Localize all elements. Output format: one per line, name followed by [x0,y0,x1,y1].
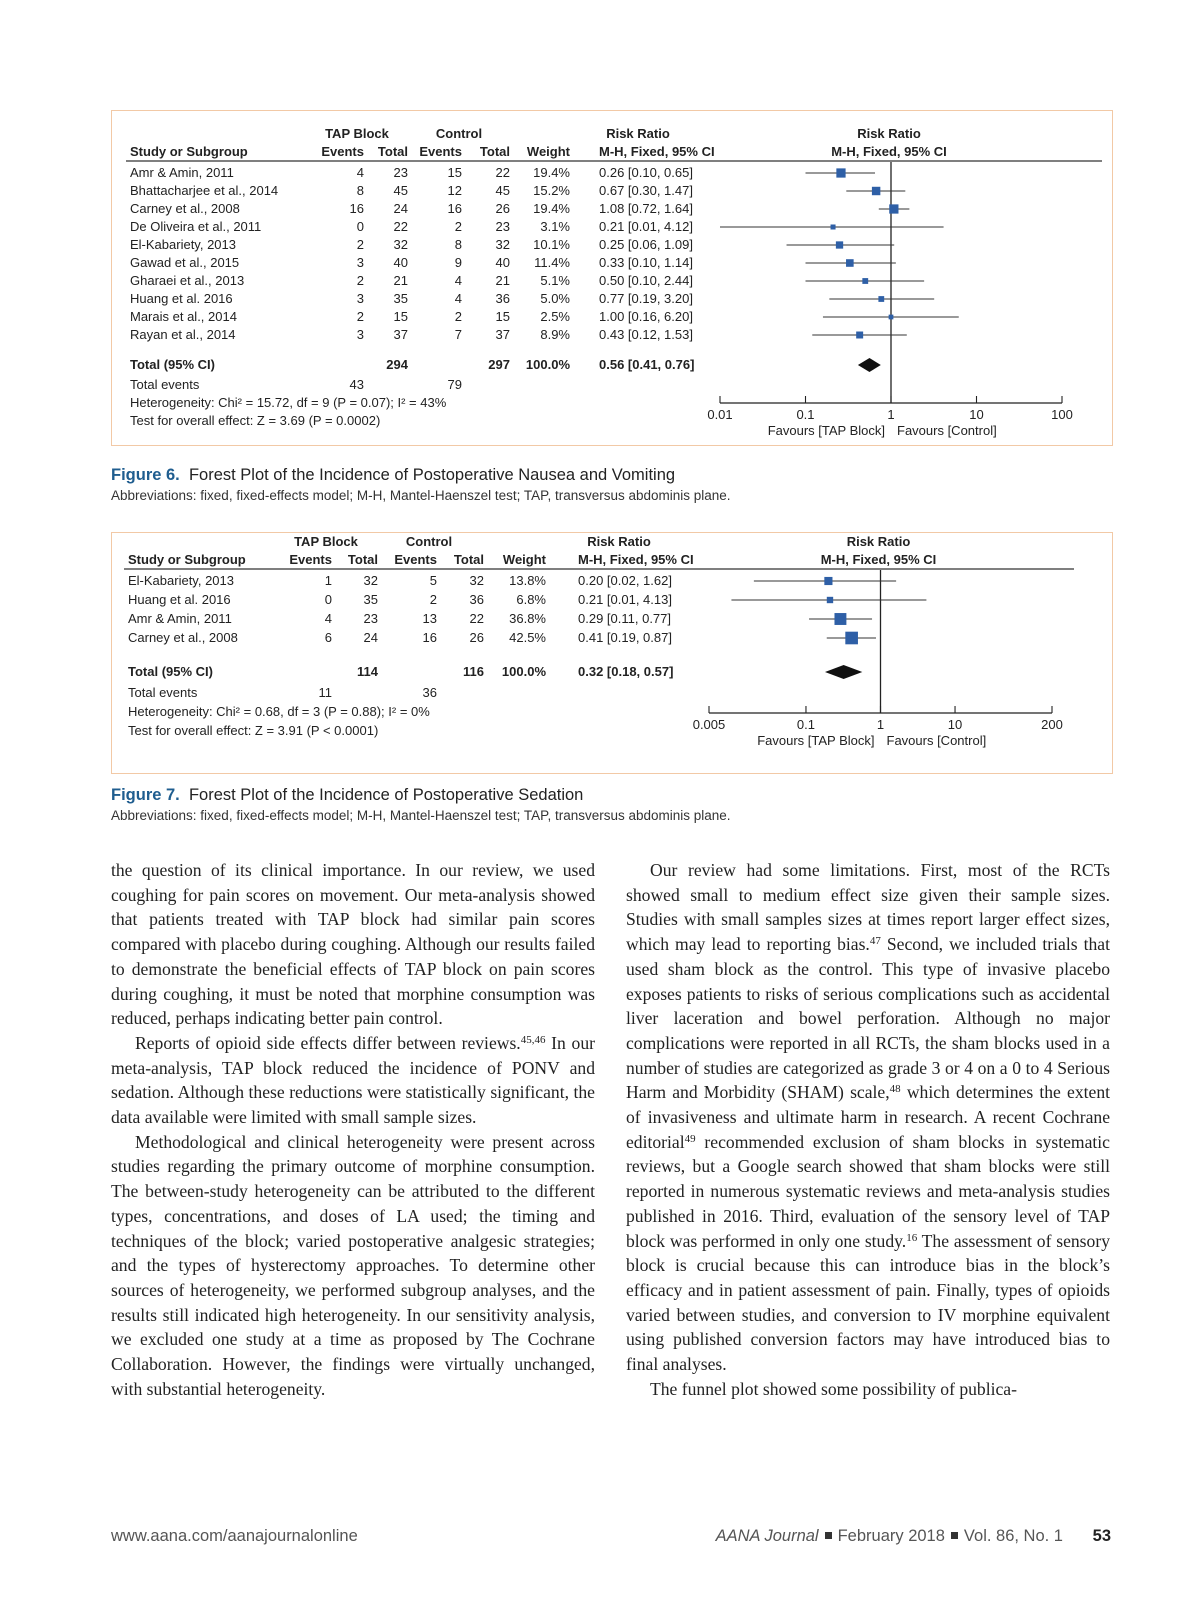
events-tap: 6 [324,630,332,645]
total-control: 22 [495,165,510,180]
events-tap: 2 [356,273,364,288]
body-paragraph: the question of its clinical importance. In our review, we used coughing for pain scores on movement. Our meta-analysis showed that patients treated with TAP block had similar pain scores compared with placebo during coughing. Although our results failed to demonstrate the beneficial effects of TAP block on pain scores during coughing, it must be noted that morphine consumption was reduced, perhaps indicating better pain control. [111,860,595,1029]
body-left-column [111,858,595,1401]
total-tap: 35 [363,592,378,607]
col-events-tap: Events [289,552,332,567]
total-risk-ratio-ci: 0.56 [0.41, 0.76] [599,357,695,372]
risk-ratio-ci: 0.43 [0.12, 1.53] [599,327,693,342]
figure6-abbreviations: Abbreviations: fixed, fixed-effects model; M-H, Mantel-Haenszel test; TAP, transversus abdominis plane. [111,488,731,503]
header-risk-ratio-right: Risk Ratio [857,126,921,141]
total-n-control: 297 [488,357,510,372]
page-number: 53 [1092,1527,1111,1545]
events-control: 7 [454,327,462,342]
col-study-or-subgroup: Study or Subgroup [128,552,246,567]
total-n-tap: 294 [386,357,408,372]
study-name: El-Kabariety, 2013 [128,573,234,588]
weight: 6.8% [516,592,546,607]
figure7-forest-plot [112,533,1111,772]
journal-name: AANA Journal [715,1527,819,1545]
point-estimate [878,296,884,302]
col-total-tap: Total [377,144,408,159]
study-name: Bhattacharjee et al., 2014 [130,183,279,198]
col-method-right: M-H, Fixed, 95% CI [820,552,937,567]
study-name: Huang et al. 2016 [128,592,231,607]
citation-superscript: 45,46 [520,1033,546,1046]
events-tap: 0 [356,219,364,234]
weight: 13.8% [509,573,546,588]
pooled-diamond [825,665,862,679]
point-estimate [827,597,833,603]
risk-ratio-ci: 0.25 [0.06, 1.09] [599,237,693,252]
axis-tick-label: 10 [947,717,963,732]
risk-ratio-ci: 0.67 [0.30, 1.47] [599,183,693,198]
total-label: Total (95% CI) [128,664,213,679]
total-weight: 100.0% [525,357,570,372]
header-risk-ratio-left: Risk Ratio [587,534,651,549]
figure6-box [111,110,1113,446]
events-control: 8 [454,237,462,252]
weight: 3.1% [540,219,570,234]
events-control: 2 [454,309,462,324]
events-tap: 8 [356,183,364,198]
total-label: Total (95% CI) [130,357,215,372]
col-total-control: Total [479,144,510,159]
total-tap: 23 [393,165,408,180]
total-control: 22 [469,611,484,626]
total-tap: 15 [393,309,408,324]
study-name: Marais et al., 2014 [130,309,237,324]
weight: 36.8% [509,611,546,626]
weight: 8.9% [540,327,570,342]
weight: 19.4% [533,201,570,216]
total-events-tap: 11 [318,685,332,700]
events-control: 5 [429,573,437,588]
risk-ratio-ci: 0.20 [0.02, 1.62] [578,573,672,588]
axis-tick-label: 1 [876,717,885,732]
events-tap: 1 [324,573,332,588]
favours-control: Favours [Control] [897,423,997,438]
total-events-label: Total events [128,685,198,700]
total-tap: 32 [363,573,378,588]
body-paragraph: Methodological and clinical heterogeneity were present across studies regarding the primary outcome of morphine consumption. The between-study heterogeneity can be attributed to the different types, concentrations, and doses of LA used; the timing and techniques of the block; varied postoperative analgesic strategies; and the types of hysterectomy approaches. To determine other sources of heterogeneity, we performed subgroup analyses, and the results still indicated high heterogeneity. In our sensitivity analysis, we excluded one study at a time as proposed by The Cochrane Collaboration. However, the findings were virtually unchanged, with substantial heterogeneity. [111,1131,595,1399]
citation-superscript: 47 [869,935,881,948]
risk-ratio-ci: 0.50 [0.10, 2.44] [599,273,693,288]
point-estimate [845,632,858,645]
weight: 2.5% [540,309,570,324]
study-name: Amr & Amin, 2011 [130,165,234,180]
study-name: Carney et al., 2008 [128,630,238,645]
figure6-forest-plot [112,111,1111,444]
events-control: 15 [447,165,462,180]
total-control: 32 [495,237,510,252]
overall-effect: Test for overall effect: Z = 3.69 (P = 0.0002) [130,413,381,428]
events-control: 4 [454,291,462,306]
risk-ratio-ci: 1.08 [0.72, 1.64] [599,201,693,216]
col-weight: Weight [526,144,570,159]
risk-ratio-ci: 0.29 [0.11, 0.77] [578,611,671,626]
citation-superscript: 49 [684,1132,696,1145]
journal-volume: Vol. 86, No. 1 [963,1527,1063,1545]
total-tap: 45 [393,183,408,198]
axis-tick-label: 0.1 [796,717,816,732]
point-estimate [831,224,836,229]
total-tap: 22 [393,219,408,234]
col-total-tap: Total [347,552,378,567]
study-name: Amr & Amin, 2011 [128,611,232,626]
events-control: 9 [454,255,462,270]
total-events-control: 36 [422,685,437,700]
total-control: 37 [495,327,510,342]
total-weight: 100.0% [501,664,546,679]
total-control: 26 [495,201,510,216]
total-events-control: 79 [447,377,462,392]
events-control: 2 [429,592,437,607]
col-events-tap: Events [321,144,364,159]
journal-citation [716,1527,1063,1546]
figure7-abbreviations: Abbreviations: fixed, fixed-effects model; M-H, Mantel-Haenszel test; TAP, transversus abdominis plane. [111,808,731,823]
total-control: 40 [495,255,510,270]
total-control: 21 [495,273,510,288]
col-method-left: M-H, Fixed, 95% CI [599,144,715,159]
events-tap: 3 [356,291,364,306]
figure7-box [111,532,1113,774]
risk-ratio-ci: 0.77 [0.19, 3.20] [599,291,693,306]
point-estimate [836,241,843,248]
total-tap: 40 [393,255,408,270]
events-control: 12 [447,183,462,198]
header-tap-block: TAP Block [325,126,389,141]
axis-tick-label: 100 [1051,407,1073,422]
citation-superscript: 48 [889,1083,901,1096]
events-tap: 2 [356,309,364,324]
col-events-control: Events [394,552,437,567]
point-estimate [846,259,854,267]
header-tap-block: TAP Block [294,534,358,549]
journal-issue: February 2018 [837,1527,945,1545]
total-control: 23 [495,219,510,234]
total-tap: 21 [393,273,408,288]
axis-tick-label: 0.1 [796,407,815,422]
journal-url: www.aana.com/aanajournalonline [111,1527,358,1545]
body-paragraph: The funnel plot showed some possibility of publica- [650,1378,1017,1399]
body-paragraph: Reports of opioid side effects differ between reviews.$^{45,46}$ In our meta-analysis, TAP block reduced the incidence of PONV and sedation. Although these reductions were statistically significant, the data available were limited with small sample sizes. [111,1032,595,1128]
risk-ratio-ci: 0.41 [0.19, 0.87] [578,630,672,645]
axis-tick-label: 1 [887,407,895,422]
total-n-tap: 114 [357,664,378,679]
body-right-column [626,858,1110,1401]
weight: 10.1% [533,237,570,252]
col-method-right: M-H, Fixed, 95% CI [831,144,947,159]
events-control: 16 [447,201,462,216]
point-estimate [824,577,832,585]
axis-tick-label: 0.01 [707,407,733,422]
weight: 15.2% [533,183,570,198]
heterogeneity: Heterogeneity: Chi² = 0.68, df = 3 (P = 0.88); I² = 0% [128,704,430,719]
total-events-label: Total events [130,377,200,392]
total-control: 26 [469,630,484,645]
study-name: Rayan et al., 2014 [130,327,236,342]
total-tap: 23 [363,611,378,626]
weight: 5.0% [540,291,570,306]
citation-superscript: 16 [906,1231,918,1244]
axis-tick-label: 200 [1041,717,1063,732]
risk-ratio-ci: 0.21 [0.01, 4.13] [578,592,672,607]
header-risk-ratio-right: Risk Ratio [846,534,911,549]
header-control: Control [435,126,483,141]
study-name: Gharaei et al., 2013 [130,273,245,288]
point-estimate [889,204,898,213]
axis-tick-label: 0.005 [692,717,726,732]
risk-ratio-ci: 1.00 [0.16, 6.20] [599,309,693,324]
weight: 42.5% [509,630,546,645]
study-name: Carney et al., 2008 [130,201,240,216]
total-tap: 35 [393,291,408,306]
figure6-label: Figure 6. [111,466,180,484]
events-tap: 4 [356,165,364,180]
risk-ratio-ci: 0.21 [0.01, 4.12] [599,219,693,234]
col-weight: Weight [502,552,546,567]
heterogeneity: Heterogeneity: Chi² = 15.72, df = 9 (P = 0.07); I² = 43% [130,395,447,410]
point-estimate [834,613,846,625]
overall-effect: Test for overall effect: Z = 3.91 (P < 0.0001) [128,723,379,738]
favours-control: Favours [Control] [886,733,987,748]
favours-tap-block: Favours [TAP Block] [757,733,875,748]
figure7-title: Forest Plot of the Incidence of Postoperative Sedation [188,786,584,804]
figure6-caption [111,466,1111,503]
point-estimate [872,187,880,195]
events-tap: 0 [324,592,332,607]
events-control: 2 [454,219,462,234]
header-risk-ratio-left: Risk Ratio [606,126,670,141]
study-name: Gawad et al., 2015 [130,255,240,270]
total-control: 32 [469,573,484,588]
point-estimate [856,332,863,339]
total-tap: 24 [363,630,378,645]
figure7-caption [111,786,1111,823]
favours-tap-block: Favours [TAP Block] [767,423,885,438]
events-tap: 4 [324,611,332,626]
total-tap: 24 [393,201,408,216]
total-control: 36 [495,291,510,306]
study-name: De Oliveira et al., 2011 [130,219,262,234]
col-events-control: Events [419,144,462,159]
risk-ratio-ci: 0.26 [0.10, 0.65] [599,165,693,180]
weight: 11.4% [534,255,570,270]
figure6-title: Forest Plot of the Incidence of Postoperative Nausea and Vomiting [188,466,676,484]
weight: 19.4% [533,165,570,180]
axis-tick-label: 10 [969,407,984,422]
events-tap: 16 [349,201,364,216]
point-estimate [862,278,868,284]
total-tap: 37 [393,327,408,342]
events-control: 13 [422,611,437,626]
study-name: El-Kabariety, 2013 [130,237,236,252]
total-control: 45 [495,183,510,198]
point-estimate [836,168,845,177]
point-estimate [889,315,894,320]
weight: 5.1% [540,273,570,288]
total-risk-ratio-ci: 0.32 [0.18, 0.57] [578,664,674,679]
study-name: Huang et al. 2016 [130,291,233,306]
pooled-diamond [858,358,881,372]
events-tap: 2 [356,237,364,252]
events-tap: 3 [356,327,364,342]
col-total-control: Total [453,552,484,567]
header-control: Control [405,534,453,549]
col-study-or-subgroup: Study or Subgroup [130,144,248,159]
total-control: 36 [469,592,484,607]
total-control: 15 [495,309,510,324]
events-control: 4 [454,273,462,288]
body-paragraph: Our review had some limitations. First, most of the RCTs showed small to medium effect size given their sample sizes. Studies with small samples sizes at times report larger effect sizes, which may lead to reporting bias.$^{47}$ Second, we included trials that used sham block as the control. This type of invasive placebo exposes patients to risks of serious complications such as accidental liver laceration and bowel perforation. Although no major complications were reported in all RCTs, the sham blocks used in a number of studies are categorized as grade 3 or 4 on a 0 to 4 Serious Harm and Morbidity (SHAM) scale,$^{48}$ which determines the extent of invasiveness and ultimate harm in research. A recent Cochrane editorial$^{49}$ recommended exclusion of sham blocks in systematic reviews, but a Google search showed that sham blocks were still reported in numerous systematic reviews and meta-analysis studies published in 2016. Third, evaluation of the sensory level of TAP block was performed in only one study.$^{16}$ The assessment of sensory block is crucial because this can introduce bias in the block’s efficacy and in patient assessment of pain. Finally, types of opioids varied between studies, and conversion to IV morphine equivalent using published conversion factors may have introduced bias to final analyses. [626,860,1111,1375]
total-n-control: 116 [463,664,484,679]
total-events-tap: 43 [349,377,364,392]
total-tap: 32 [393,237,408,252]
risk-ratio-ci: 0.33 [0.10, 1.14] [599,255,693,270]
col-method-left: M-H, Fixed, 95% CI [578,552,694,567]
events-tap: 3 [356,255,364,270]
figure7-label: Figure 7. [111,786,180,804]
events-control: 16 [422,630,437,645]
